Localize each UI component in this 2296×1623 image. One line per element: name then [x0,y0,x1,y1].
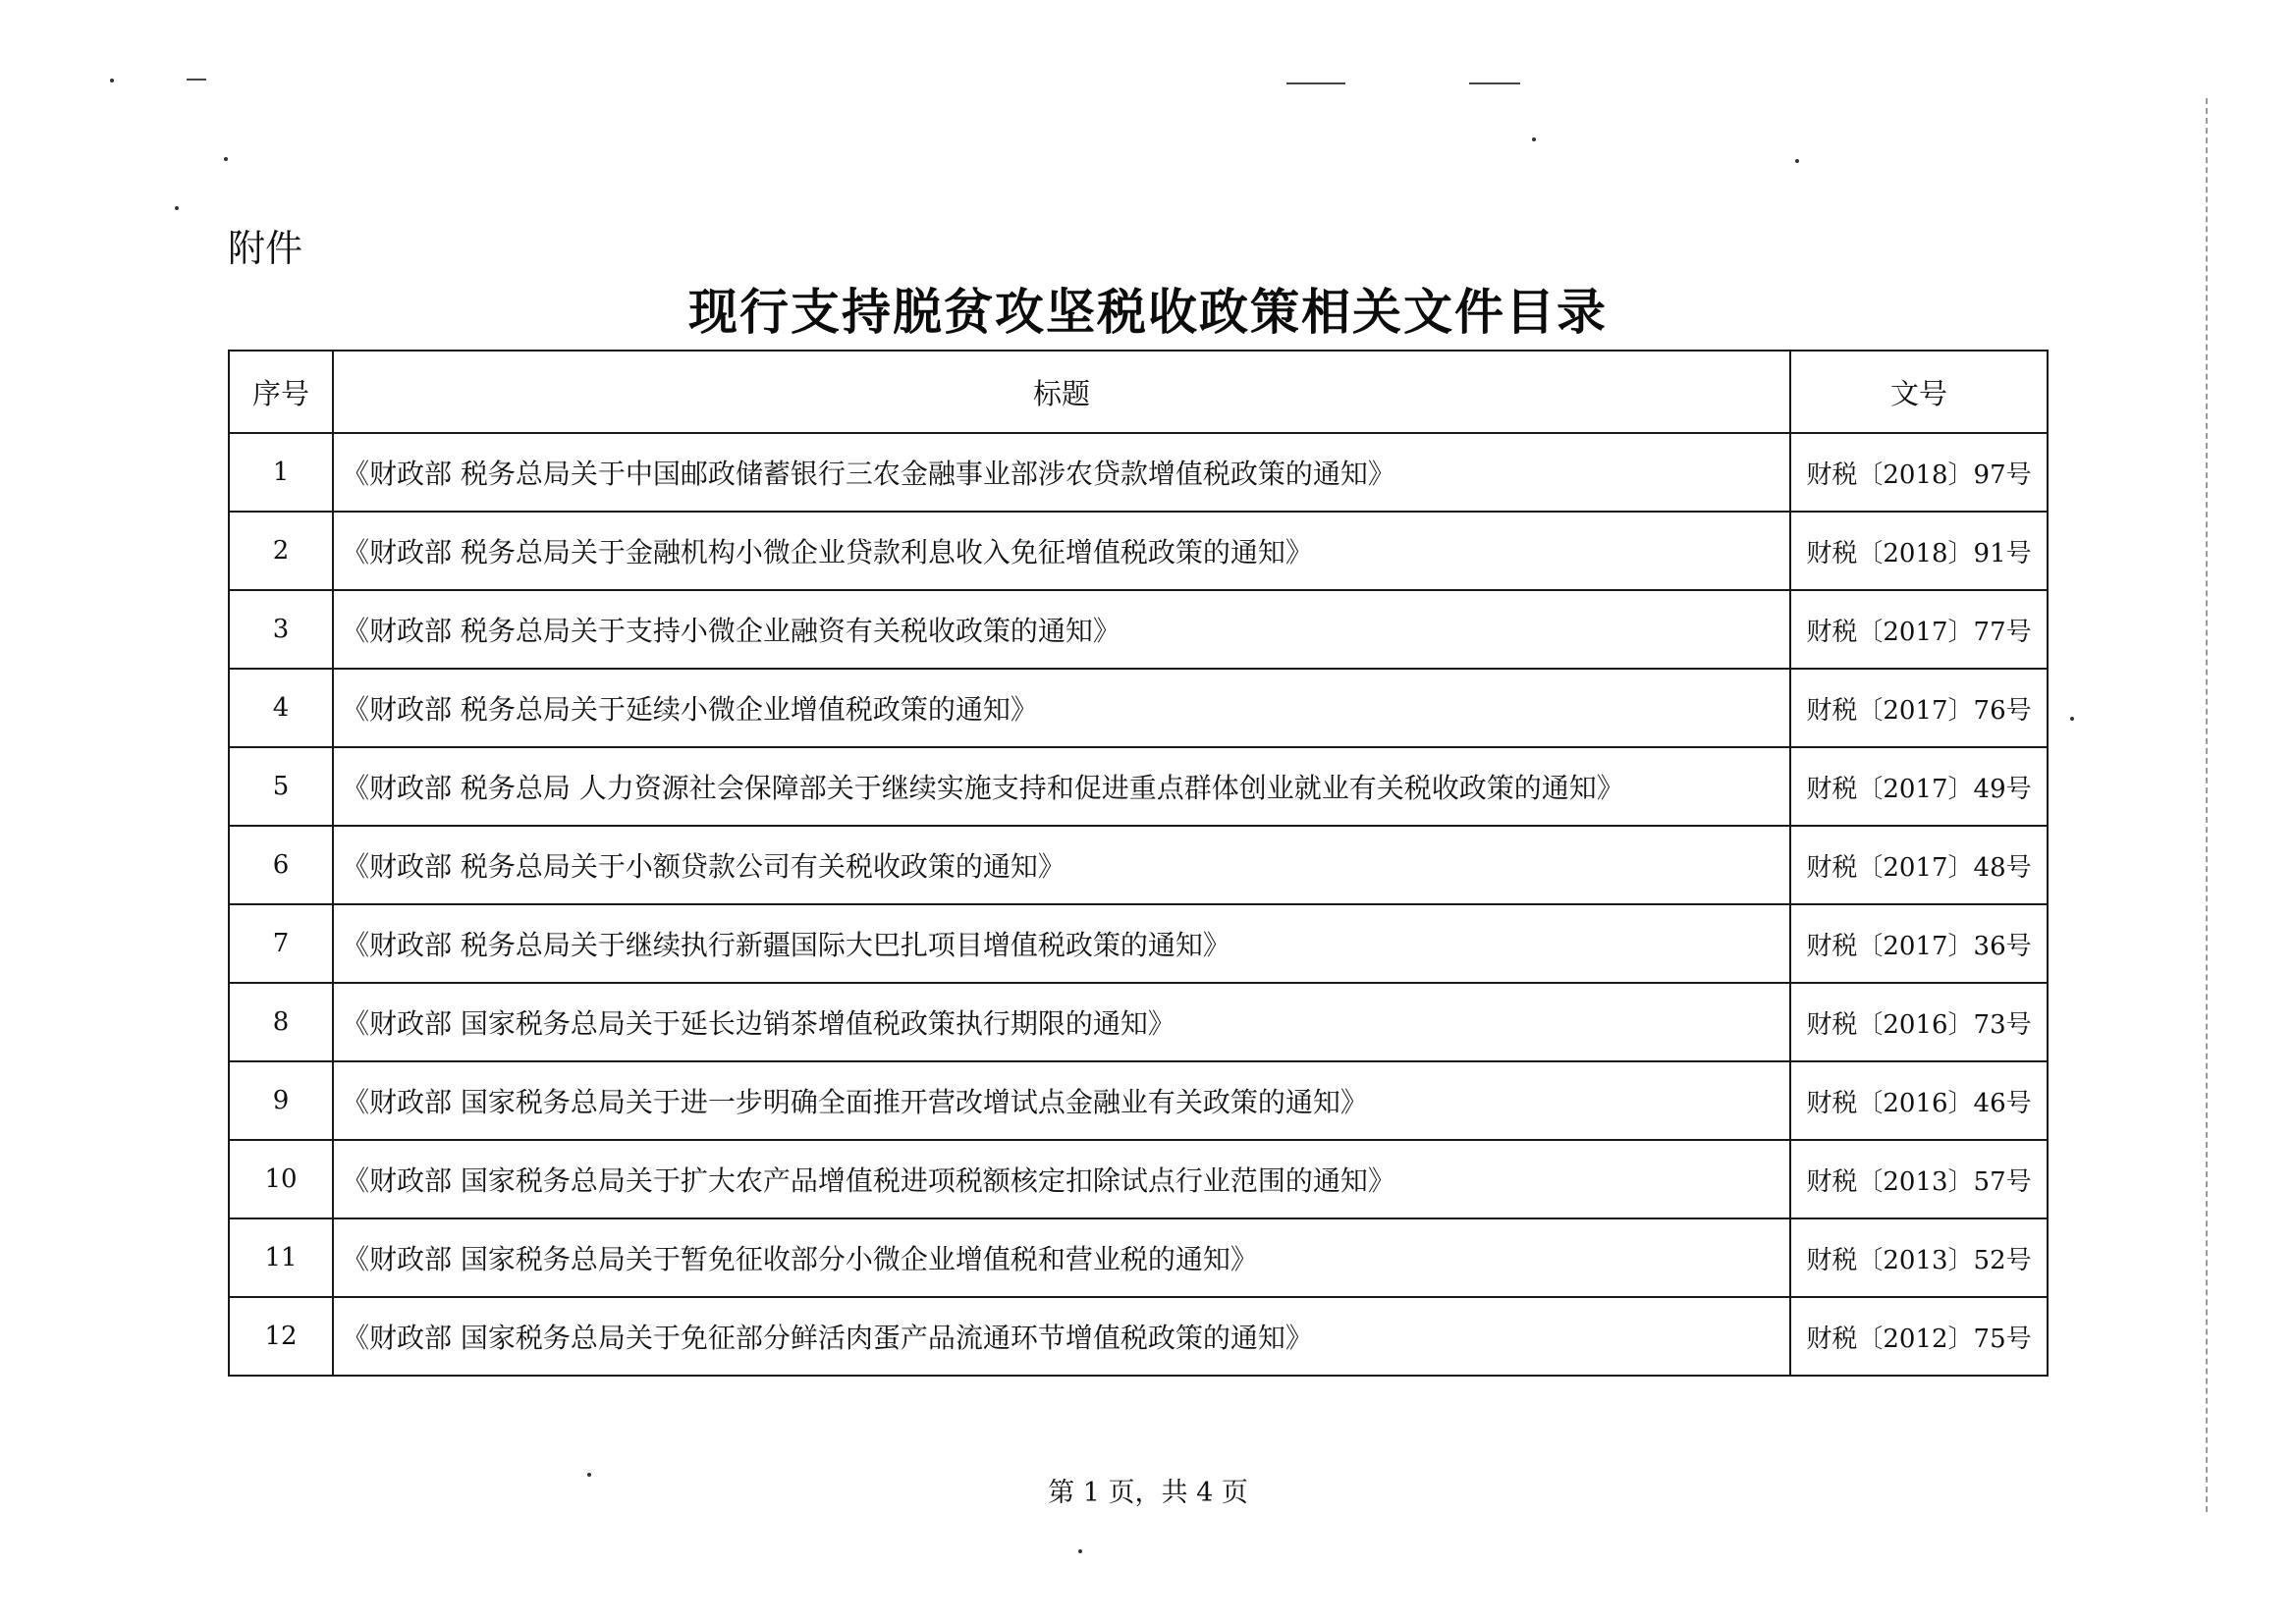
scan-artifact [1469,82,1520,84]
table-row [229,747,2048,826]
row-seq: 3 [229,590,333,669]
row-seq: 8 [229,983,333,1061]
row-doc-number: 财税〔2018〕97号 [1790,433,2048,512]
table-row [229,590,2048,669]
row-doc-number: 财税〔2017〕48号 [1790,826,2048,904]
row-doc-number: 财税〔2018〕91号 [1790,512,2048,590]
table-row [229,826,2048,904]
row-title: 《财政部 税务总局关于支持小微企业融资有关税收政策的通知》 [333,590,1790,669]
scan-artifact [175,206,179,210]
row-doc-number: 财税〔2013〕52号 [1790,1218,2048,1297]
table-row [229,904,2048,983]
scan-artifact [2070,717,2074,721]
row-seq: 9 [229,1061,333,1140]
column-header-seq: 序号 [229,351,333,433]
column-header-doc-number: 文号 [1790,351,2048,433]
row-seq: 10 [229,1140,333,1218]
row-title: 《财政部 国家税务总局关于免征部分鲜活肉蛋产品流通环节增值税政策的通知》 [333,1297,1790,1376]
row-title: 《财政部 税务总局 人力资源社会保障部关于继续实施支持和促进重点群体创业就业有关税收政策的通知》 [333,747,1790,826]
row-doc-number: 财税〔2017〕77号 [1790,590,2048,669]
row-seq: 2 [229,512,333,590]
row-seq: 1 [229,433,333,512]
page-number-footer: 第 1 页，共 4 页 [1048,1478,1248,1508]
row-doc-number: 财税〔2017〕36号 [1790,904,2048,983]
table-row [229,669,2048,747]
scan-artifact [110,79,114,82]
table-header-row [229,351,2048,433]
row-title: 《财政部 税务总局关于延续小微企业增值税政策的通知》 [333,669,1790,747]
table-row [229,983,2048,1061]
row-doc-number: 财税〔2016〕46号 [1790,1061,2048,1140]
document-catalog-table [228,350,2049,1377]
document-title: 现行支持脱贫攻坚税收政策相关文件目录 [688,283,1608,341]
row-title: 《财政部 税务总局关于小额贷款公司有关税收政策的通知》 [333,826,1790,904]
scan-artifact [1286,82,1345,84]
scan-artifact [1532,137,1536,141]
row-title: 《财政部 国家税务总局关于延长边销茶增值税政策执行期限的通知》 [333,983,1790,1061]
row-title: 《财政部 税务总局关于继续执行新疆国际大巴扎项目增值税政策的通知》 [333,904,1790,983]
scan-artifact [1795,159,1799,163]
scan-artifact [224,157,228,161]
scan-artifact [1078,1549,1082,1553]
row-title: 《财政部 国家税务总局关于暂免征收部分小微企业增值税和营业税的通知》 [333,1218,1790,1297]
row-seq: 12 [229,1297,333,1376]
row-seq: 5 [229,747,333,826]
scan-artifact [187,79,206,81]
row-doc-number: 财税〔2017〕76号 [1790,669,2048,747]
row-seq: 7 [229,904,333,983]
row-doc-number: 财税〔2013〕57号 [1790,1140,2048,1218]
row-doc-number: 财税〔2012〕75号 [1790,1297,2048,1376]
row-seq: 11 [229,1218,333,1297]
table-row [229,1061,2048,1140]
row-title: 《财政部 国家税务总局关于扩大农产品增值税进项税额核定扣除试点行业范围的通知》 [333,1140,1790,1218]
attachment-label: 附件 [228,227,303,270]
row-doc-number: 财税〔2017〕49号 [1790,747,2048,826]
row-title: 《财政部 税务总局关于金融机构小微企业贷款利息收入免征增值税政策的通知》 [333,512,1790,590]
row-title: 《财政部 国家税务总局关于进一步明确全面推开营改增试点金融业有关政策的通知》 [333,1061,1790,1140]
row-doc-number: 财税〔2016〕73号 [1790,983,2048,1061]
table-row [229,512,2048,590]
row-title: 《财政部 税务总局关于中国邮政储蓄银行三农金融事业部涉农贷款增值税政策的通知》 [333,433,1790,512]
table-row [229,1218,2048,1297]
row-seq: 4 [229,669,333,747]
column-header-title: 标题 [333,351,1790,433]
table-row [229,433,2048,512]
table-row [229,1140,2048,1218]
row-seq: 6 [229,826,333,904]
table-row [229,1297,2048,1376]
